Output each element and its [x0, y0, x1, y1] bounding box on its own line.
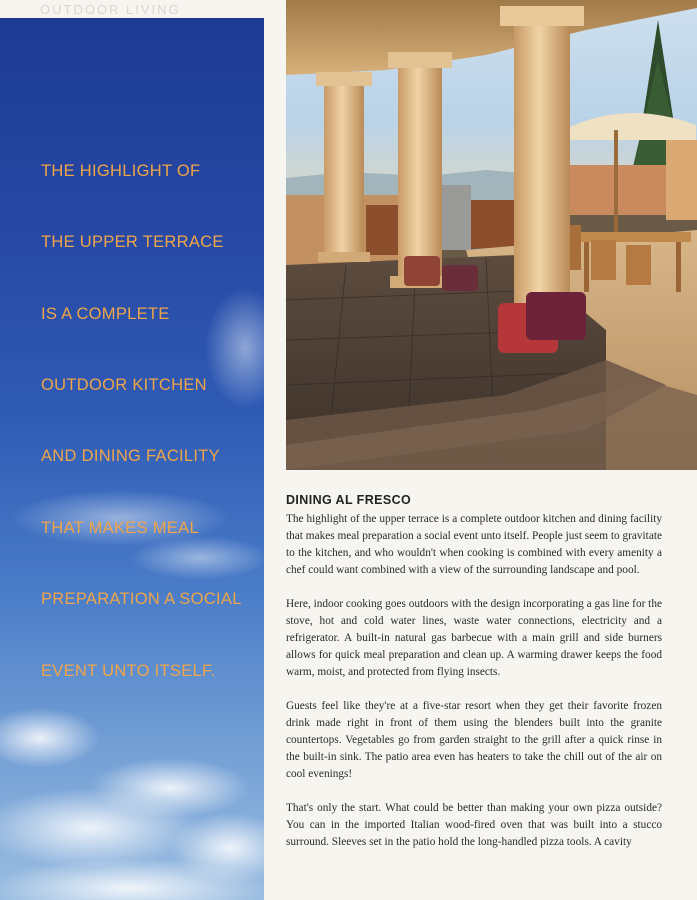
pull-quote-line: PREPARATION A SOCIAL — [41, 590, 242, 609]
running-head: OUTDOOR LIVING — [40, 2, 181, 17]
pull-quote-line: EVENT UNTO ITSELF. — [41, 661, 216, 680]
article-paragraph: Here, indoor cooking goes outdoors with the design incorporating a gas line for the stove, hot and cold water lines, waste water connections, electricity and a refrigerator. A built-in natural gas barbecue with a main grill and side burners allows for quick meal preparation and clean up. A warming drawer keeps the food warm, moist, and protected from flying insects. — [286, 598, 662, 678]
pull-quote-line: IS A COMPLETE — [41, 304, 170, 323]
pull-quote-line: OUTDOOR KITCHEN — [41, 375, 207, 394]
article-paragraph: The highlight of the upper terrace is a complete outdoor kitchen and dining facility that makes meal preparation a social event unto itself. People just seem to gravitate to the kitchen, and who wouldn't when cooking is combined with every amenity a chef could want combined with a view of the surrounding landscape and pool. — [286, 513, 662, 576]
article-heading: DINING AL FRESCO — [286, 493, 412, 507]
sky-panel — [0, 18, 264, 900]
pull-quote-line: THE UPPER TERRACE — [41, 233, 224, 252]
pull-quote — [41, 118, 256, 725]
terrace-photo — [286, 0, 697, 470]
article-paragraph: Guests feel like they're at a five-star resort when they get their favorite frozen drink made right in front of them using the blenders built into the granite countertops. Vegetables go from garden straight to the grill after a quick rinse in the built-in sink. The patio area even has heaters to take the chill out of the air on cool evenings! — [286, 700, 662, 780]
terrace-photo-illustration — [286, 0, 697, 470]
pull-quote-line: AND DINING FACILITY — [41, 447, 220, 466]
pull-quote-line: THE HIGHLIGHT OF — [41, 161, 201, 180]
article-paragraph: That's only the start. What could be better than making your own pizza outside? You can in the imported Italian wood-fired oven that was built into a stucco surround. Sleeves set in the patio hold the long-handled pizza tools. A cavity — [286, 802, 662, 848]
pull-quote-line: THAT MAKES MEAL — [41, 518, 199, 537]
article — [286, 493, 662, 868]
